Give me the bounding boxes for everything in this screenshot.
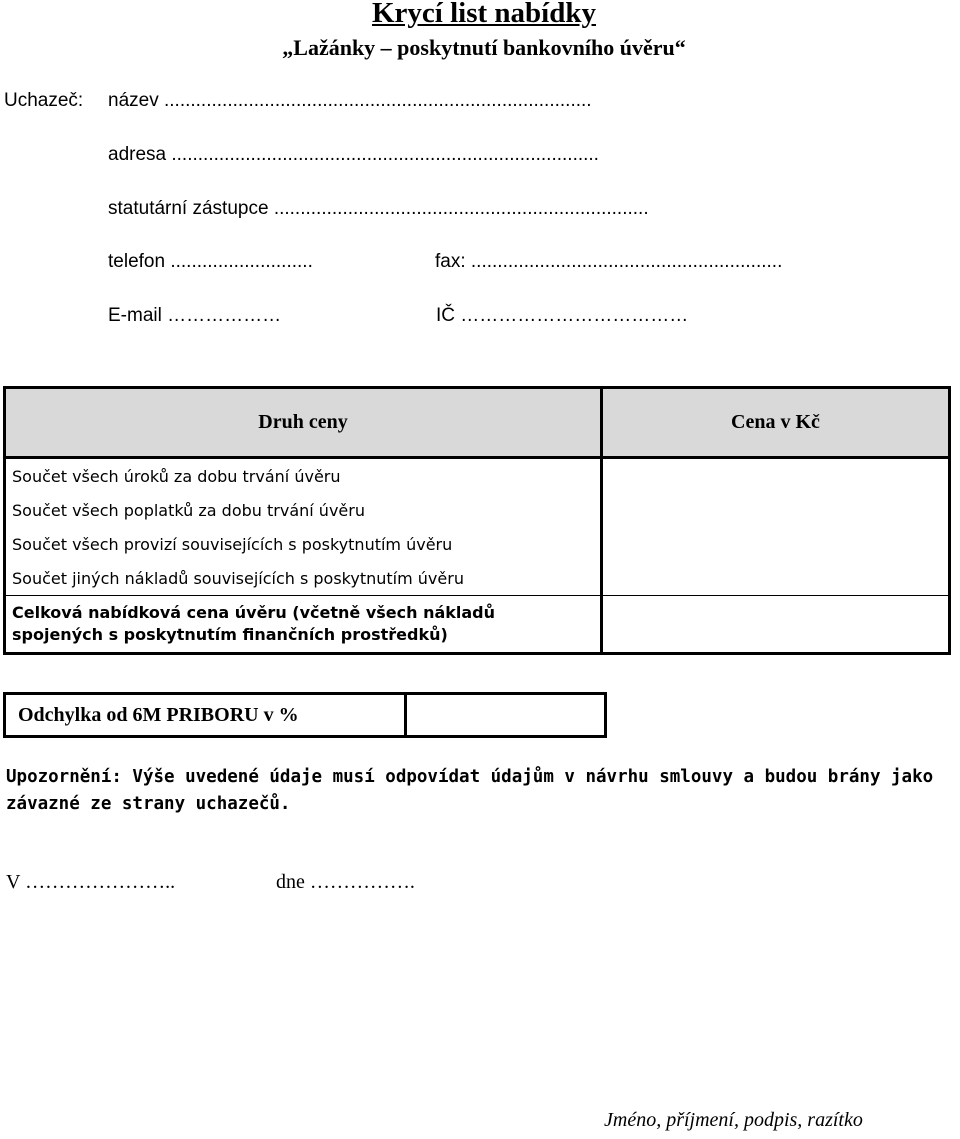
- price-table: [3, 386, 951, 655]
- applicant-email-field[interactable]: E-mail ………………: [108, 305, 282, 326]
- applicant-address-field[interactable]: adresa .................................................................................: [108, 144, 599, 165]
- price-table-header: [5, 388, 950, 458]
- signature-caption: Jméno, příjmení, podpis, razítko: [604, 1109, 863, 1131]
- table-row: [5, 458, 950, 494]
- applicant-label: Uchazeč:: [4, 90, 84, 111]
- row-label-total-line2: spojených s poskytnutím finančních prostředků): [12, 625, 448, 644]
- applicant-name-field[interactable]: název .................................................................................: [108, 90, 592, 111]
- column-header-price-type: Druh ceny: [5, 388, 602, 458]
- applicant-representative-field[interactable]: statutární zástupce .......................................................................: [108, 198, 649, 219]
- row-label-interest: Součet všech úroků za dobu trvání úvěru: [5, 458, 602, 494]
- price-input-subtotals[interactable]: [602, 458, 950, 596]
- row-label-total-line1: Celková nabídková cena úvěru (včetně všech nákladů: [12, 603, 496, 622]
- deviation-input[interactable]: [407, 695, 604, 735]
- deviation-label: Odchylka od 6M PRIBORU v %: [6, 695, 407, 735]
- date-field[interactable]: dne …………….: [276, 871, 415, 893]
- price-input-total[interactable]: [602, 596, 950, 654]
- page-subtitle: „Lažánky – poskytnutí bankovního úvěru“: [282, 35, 686, 60]
- row-label-total: [5, 596, 602, 654]
- applicant-phone-field[interactable]: telefon ...........................: [108, 251, 313, 272]
- row-label-other-costs: Součet jiných nákladů souvisejících s poskytnutím úvěru: [5, 561, 602, 596]
- row-label-commissions: Součet všech provizí souvisejících s poskytnutím úvěru: [5, 527, 602, 561]
- page-title: Krycí list nabídky: [372, 0, 596, 29]
- notice-text: Upozornění: Výše uvedené údaje musí odpovídat údajům v návrhu smlouvy a budou brány jako závazné ze strany uchazečů.: [6, 767, 934, 814]
- row-label-fees: Součet všech poplatků za dobu trvání úvěru: [5, 493, 602, 527]
- column-header-price-czk: Cena v Kč: [602, 388, 950, 458]
- place-field[interactable]: V …………………..: [6, 871, 176, 893]
- deviation-box: [3, 692, 607, 738]
- table-row-total: [5, 596, 950, 654]
- applicant-fax-field[interactable]: fax: ...........................................................: [435, 251, 783, 272]
- applicant-ic-field[interactable]: IČ ………………………………: [436, 305, 689, 326]
